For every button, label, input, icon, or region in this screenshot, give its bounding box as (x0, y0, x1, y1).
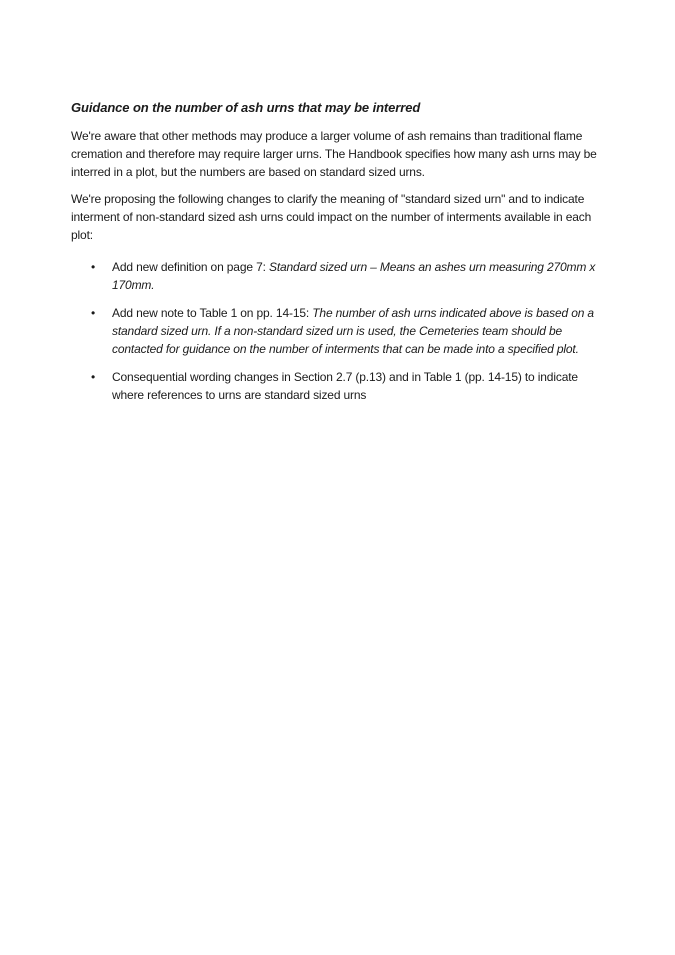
proposed-changes-list (71, 258, 611, 404)
bullet-icon: • (91, 260, 96, 274)
intro-paragraph: We're aware that other methods may produce a larger volume of ash remains than traditional flame cremation and therefore may require larger urns. The Handbook specifies how many ash urns may be interred in a plot, but the numbers are based on standard sized urns. (71, 129, 597, 179)
list-item-italic: The number of ash urns indicated above is based on a standard sized urn. If a non-standard sized urn is used, the Cemeteries team should be contacted for guidance on the number of interments that can be made into a specified plot. (112, 306, 594, 356)
list-item-italic: Standard sized urn – Means an ashes urn measuring 270mm x 170mm. (112, 260, 596, 292)
proposal-paragraph: We're proposing the following changes to clarify the meaning of "standard sized urn" and to indicate interment of non-standard sized ash urns could impact on the number of interments available in each plot: (71, 192, 592, 242)
list-item-lead: Add new definition on page 7: (112, 260, 269, 274)
bullet-icon: • (91, 370, 96, 384)
list-item-lead: Add new note to Table 1 on pp. 14-15: (112, 306, 313, 320)
document-page (71, 99, 611, 414)
section-heading: Guidance on the number of ash urns that may be interred (71, 100, 421, 115)
list-item-lead: Consequential wording changes in Section 2.7 (p.13) and in Table 1 (pp. 14-15) to indicate where references to urns are standard sized urns (112, 370, 578, 402)
bullet-icon: • (91, 306, 96, 320)
list-item-definition (71, 258, 611, 294)
list-item-table-note (71, 304, 611, 358)
list-item-wording-changes (71, 368, 611, 404)
